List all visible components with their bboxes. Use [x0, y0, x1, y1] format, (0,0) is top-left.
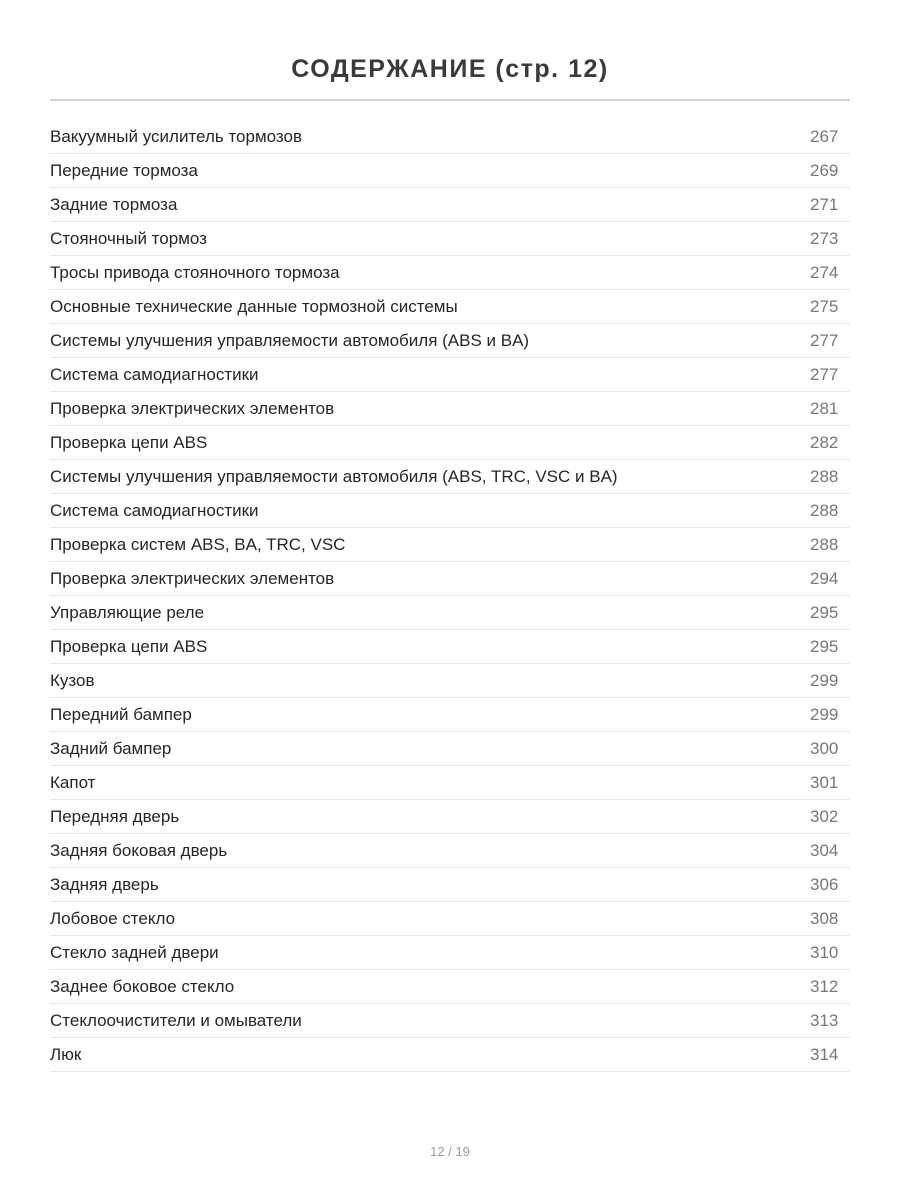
toc-entry[interactable]	[50, 1004, 850, 1038]
toc-entry[interactable]	[50, 868, 850, 902]
toc-entry[interactable]	[50, 698, 850, 732]
toc-entry-title: Задний бампер	[50, 738, 172, 758]
page-indicator: 12 / 19	[430, 1144, 470, 1159]
toc-entry-page: 277	[810, 330, 839, 350]
toc-entry-page: 299	[810, 670, 839, 690]
toc-entry[interactable]	[50, 732, 850, 766]
toc-entry-title: Системы улучшения управляемости автомобиля (ABS, TRC, VSC и BA)	[50, 466, 618, 486]
toc-entry-title: Управляющие реле	[50, 602, 205, 622]
toc-entry-page: 306	[810, 874, 839, 894]
toc-entry[interactable]	[50, 1038, 850, 1072]
toc-entry-page: 300	[810, 738, 839, 758]
toc-entry-page: 312	[810, 976, 839, 996]
toc-entry-title: Системы улучшения управляемости автомобиля (ABS и BA)	[50, 330, 530, 350]
toc-entry[interactable]	[50, 358, 850, 392]
toc-entry-title: Стекло задней двери	[50, 942, 219, 962]
toc-entry-page: 269	[810, 160, 839, 180]
toc-entry[interactable]	[50, 970, 850, 1004]
table-of-contents	[50, 120, 850, 1072]
toc-entry[interactable]	[50, 460, 850, 494]
toc-entry[interactable]	[50, 902, 850, 936]
toc-entry-title: Тросы привода стояночного тормоза	[50, 262, 340, 282]
toc-entry[interactable]	[50, 766, 850, 800]
toc-entry-title: Задняя боковая дверь	[50, 840, 228, 860]
toc-entry-page: 275	[810, 296, 839, 316]
toc-entry-title: Задние тормоза	[50, 194, 178, 214]
toc-entry-page: 267	[810, 126, 839, 146]
toc-entry-page: 302	[810, 806, 839, 826]
toc-entry[interactable]	[50, 664, 850, 698]
toc-entry-page: 314	[810, 1044, 839, 1064]
toc-entry-title: Стояночный тормоз	[50, 228, 207, 248]
toc-entry-title: Вакуумный усилитель тормозов	[50, 126, 302, 146]
toc-entry-title: Система самодиагностики	[50, 500, 259, 520]
toc-entry[interactable]	[50, 630, 850, 664]
toc-entry[interactable]	[50, 290, 850, 324]
toc-entry-page: 313	[810, 1010, 839, 1030]
toc-entry-title: Заднее боковое стекло	[50, 976, 235, 996]
toc-entry-title: Проверка электрических элементов	[50, 568, 335, 588]
toc-entry[interactable]	[50, 120, 850, 154]
toc-entry-title: Проверка систем ABS, BA, TRC, VSC	[50, 534, 346, 554]
toc-entry-page: 277	[810, 364, 839, 384]
toc-entry-title: Передний бампер	[50, 704, 192, 724]
toc-entry-title: Лобовое стекло	[50, 908, 176, 928]
toc-entry-page: 294	[810, 568, 839, 588]
toc-entry-title: Основные технические данные тормозной системы	[50, 296, 458, 316]
toc-entry[interactable]	[50, 494, 850, 528]
toc-entry[interactable]	[50, 562, 850, 596]
toc-entry[interactable]	[50, 324, 850, 358]
toc-entry-title: Проверка электрических элементов	[50, 398, 335, 418]
toc-entry-title: Система самодиагностики	[50, 364, 259, 384]
toc-entry[interactable]	[50, 426, 850, 460]
toc-entry-page: 288	[810, 534, 839, 554]
toc-entry[interactable]	[50, 528, 850, 562]
toc-entry-page: 281	[810, 398, 839, 418]
toc-entry-page: 271	[810, 194, 839, 214]
toc-entry-title: Проверка цепи ABS	[50, 432, 208, 452]
toc-entry-page: 295	[810, 636, 839, 656]
toc-entry[interactable]	[50, 800, 850, 834]
toc-entry-page: 288	[810, 466, 839, 486]
toc-entry-page: 299	[810, 704, 839, 724]
toc-entry[interactable]	[50, 188, 850, 222]
toc-entry-title: Кузов	[50, 670, 95, 690]
toc-entry-title: Проверка цепи ABS	[50, 636, 208, 656]
toc-entry-page: 288	[810, 500, 839, 520]
toc-entry-title: Передняя дверь	[50, 806, 180, 826]
toc-entry-title: Стеклоочистители и омыватели	[50, 1010, 302, 1030]
toc-entry-title: Задняя дверь	[50, 874, 159, 894]
toc-entry[interactable]	[50, 392, 850, 426]
toc-entry-page: 308	[810, 908, 839, 928]
toc-entry[interactable]	[50, 596, 850, 630]
toc-entry-title: Люк	[50, 1044, 82, 1064]
toc-entry-title: Передние тормоза	[50, 160, 198, 180]
page-title: СОДЕРЖАНИЕ (стр. 12)	[291, 54, 609, 83]
toc-entry-title: Капот	[50, 772, 96, 792]
toc-entry-page: 282	[810, 432, 839, 452]
toc-entry-page: 295	[810, 602, 839, 622]
toc-entry-page: 273	[810, 228, 839, 248]
toc-entry[interactable]	[50, 154, 850, 188]
toc-entry-page: 274	[810, 262, 839, 282]
toc-entry[interactable]	[50, 936, 850, 970]
toc-entry-page: 310	[810, 942, 839, 962]
toc-entry[interactable]	[50, 834, 850, 868]
toc-entry-page: 301	[810, 772, 839, 792]
toc-entry-page: 304	[810, 840, 839, 860]
toc-entry[interactable]	[50, 222, 850, 256]
title-divider	[50, 99, 850, 101]
toc-entry[interactable]	[50, 256, 850, 290]
